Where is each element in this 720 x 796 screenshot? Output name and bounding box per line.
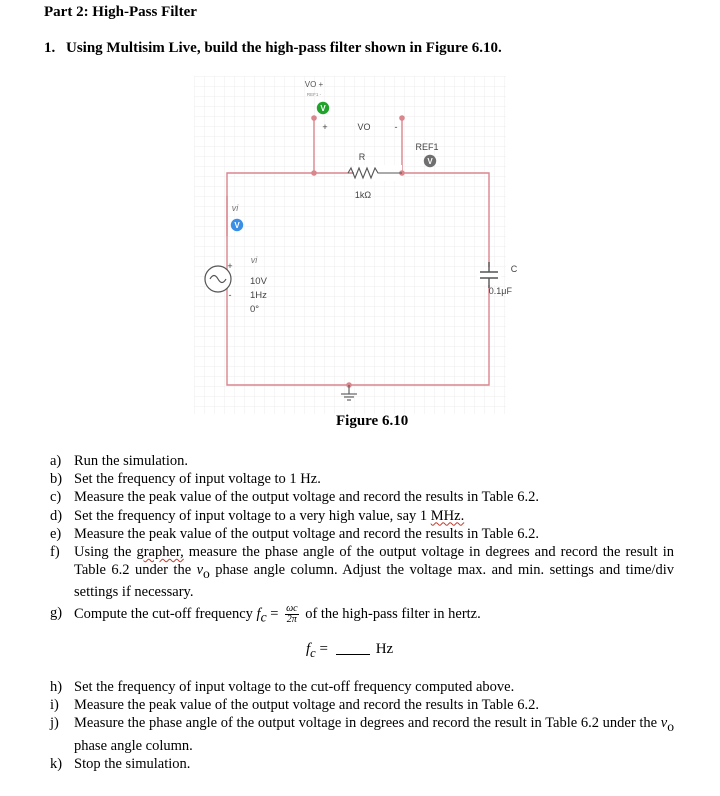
schematic-grid <box>194 76 506 414</box>
vi-probe-label: vi <box>231 203 239 213</box>
svg-text:V: V <box>427 157 433 167</box>
cutoff-answer-line: $f_c = Hz$ <box>306 641 394 660</box>
probe-vo-label: VO + <box>304 80 324 89</box>
question-heading <box>44 40 502 57</box>
question-text: Using Multisim Live, build the high-pass filter shown in Figure 6.10. <box>66 40 502 56</box>
circuit-figure <box>194 76 518 414</box>
vi-probe-icon[interactable] <box>231 219 243 231</box>
list-item <box>50 755 674 773</box>
steps-list-first <box>50 452 674 626</box>
probe-vo-plus: + <box>322 122 328 132</box>
step-text: Using the grapher, measure the phase angle of the output voltage in degrees and record the result in Table 6.2 under the $v_o$ phase angle column. Adjust the voltage max. and min. settings and time/div settings if necessary. <box>74 544 674 601</box>
list-item <box>50 470 674 488</box>
capacitor-value: 0.1μF <box>488 286 512 296</box>
source-amplitude: 10V <box>250 276 267 287</box>
list-item <box>50 543 674 602</box>
step-label: e) <box>50 525 62 542</box>
step-label: i) <box>50 697 59 714</box>
step-label: c) <box>50 489 62 506</box>
step-label: j) <box>50 715 59 732</box>
resistor-value: 1kΩ <box>354 190 372 200</box>
svg-text:V: V <box>234 221 240 231</box>
step-text: Measure the peak value of the output voltage and record the results in Table 6.2. <box>74 697 539 714</box>
step-text: Set the frequency of input voltage to 1 Hz. <box>74 471 321 488</box>
list-item <box>50 714 674 754</box>
list-item <box>50 525 674 543</box>
list-item <box>50 604 674 627</box>
ref1-probe-icon[interactable] <box>424 155 436 167</box>
step-label: a) <box>50 453 62 469</box>
step-text: Set the frequency of input voltage to the cut-off frequency computed above. <box>74 679 515 695</box>
ref1-label: REF1 <box>415 142 439 152</box>
steps-list-second <box>50 678 674 773</box>
step-text: Compute the cut-off frequency $f_c$ = $\frac{\omega c}{2\pi}$ of the high-pass filter in hertz. <box>74 602 481 625</box>
resistor-name: R <box>358 152 366 162</box>
probe-vo-minus: - <box>394 122 398 132</box>
probe-vo-icon[interactable] <box>317 102 329 114</box>
spellcheck-mark: MHz. <box>430 507 465 524</box>
figure-caption: Figure 6.10 <box>336 413 409 429</box>
step-text: Measure the peak value of the output voltage and record the results in Table 6.2. <box>74 525 539 542</box>
list-item <box>50 452 674 470</box>
probe-vo-sublabel: REF1 - <box>306 92 322 97</box>
step-label: d) <box>50 507 63 524</box>
answer-unit: Hz <box>375 641 394 657</box>
step-text: Set the frequency of input voltage to a very high value, say 1 MHz. <box>74 507 465 524</box>
step-label: f) <box>50 544 60 561</box>
list-item <box>50 678 674 696</box>
source-plus: + <box>227 261 233 271</box>
step-label: h) <box>50 679 63 695</box>
step-text: Measure the phase angle of the output voltage in degrees and record the result in Table 6.2 under the $v_o$ phase angle column. <box>74 715 674 754</box>
spellcheck-mark: grapher, <box>136 544 184 561</box>
source-name: vi <box>250 255 258 265</box>
list-item <box>50 488 674 506</box>
list-item <box>50 507 674 525</box>
step-text: Run the simulation. <box>74 453 188 469</box>
step-text: Measure the peak value of the output voltage and record the results in Table 6.2. <box>74 489 539 506</box>
step-label: b) <box>50 471 63 488</box>
cutoff-fraction: $\frac{\omega c}{2\pi}$ <box>286 602 298 625</box>
list-item <box>50 696 674 714</box>
step-text: Stop the simulation. <box>74 755 191 772</box>
answer-blank[interactable] <box>336 654 370 655</box>
probe-vo-name: VO <box>357 122 371 132</box>
source-phase: 0° <box>250 304 260 315</box>
source-frequency: 1Hz <box>250 290 267 301</box>
capacitor-name: C <box>510 264 518 274</box>
part-title: Part 2: High-Pass Filter <box>44 4 197 20</box>
svg-text:V: V <box>320 104 326 114</box>
source-minus: - <box>228 290 232 300</box>
question-number: 1. <box>44 40 56 56</box>
step-label: g) <box>50 604 63 621</box>
step-label: k) <box>50 755 63 772</box>
